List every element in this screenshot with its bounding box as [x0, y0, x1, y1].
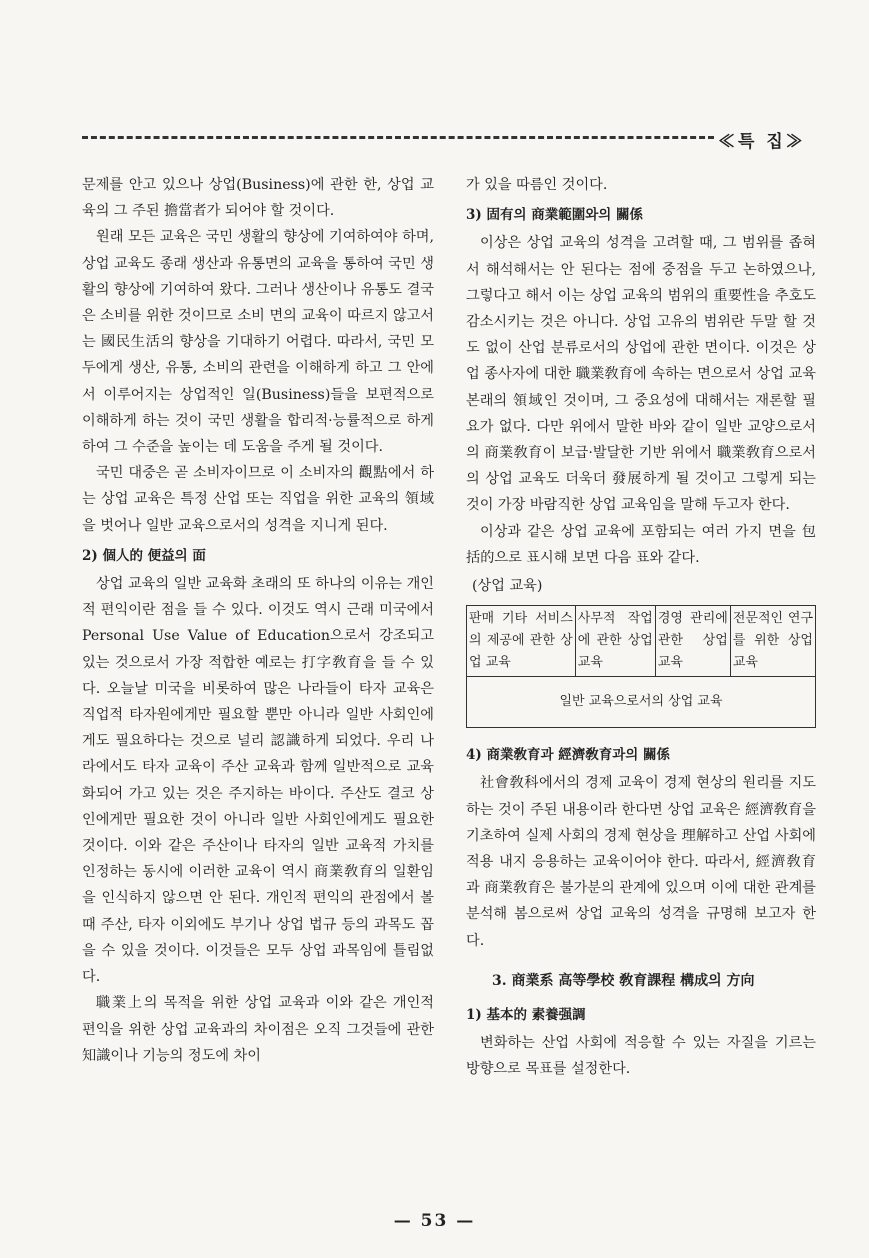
- table-cell: 판매 기타 서비스의 제공에 관한 상업 교육: [467, 606, 576, 677]
- paragraph: 社會敎科에서의 경제 교육이 경제 현상의 원리를 지도하는 것이 주된 내용이라 한다면 상업 교육은 經濟敎育을 기초하여 실제 사회의 경제 현상을 理解하고 산업 사회에 적용 내지 응용하는 교육이어야 한다. 따라서, 經濟敎育과 商業敎育은 불가분의 관계에 있으며 이에 대한 관계를 분석해 봄으로써 상업 교육의 성격을 규명해 보고자 한다.: [466, 775, 816, 949]
- paragraph: 변화하는 산업 사회에 적응할 수 있는 자질을 기르는 방향으로 목표를 설정한다.: [466, 1035, 816, 1078]
- paragraph: 원래 모든 교육은 국민 생활의 향상에 기여하여야 하며, 상업 교육도 종래 생산과 유통면의 교육을 통하여 국민 생활의 향상에 기여하여 왔다. 그러나 생산이나 유통도 결국은 소비를 위한 것이므로 소비 면의 교육이 따르지 않고서는 國民生活의 향상을 기대하기 어렵다. 따라서, 국민 모두에게 생산, 유통, 소비의 관련을 이해하게 하고 그 안에서 이루어지는 상업적인 일(Business)들을 보편적으로 이해하게 하는 것이 국민 생활을 합리적·능률적으로 하게 하여 그 수준을 높이는 데 도움을 주게 될 것이다.: [82, 229, 434, 456]
- paragraph: 가 있을 따름인 것이다.: [466, 177, 608, 193]
- subheading: 2) 個人的 便益의 面: [82, 547, 206, 564]
- paragraph: 職業上의 목적을 위한 상업 교육과 이와 같은 개인적 편익을 위한 상업 교육과의 차이점은 오직 그것들에 관한 知識이나 기능의 정도에 차이: [82, 995, 434, 1064]
- table-caption: (상업 교육): [472, 578, 543, 595]
- table-row: [467, 677, 816, 728]
- subheading: 3) 固有의 商業範圍와의 關係: [466, 207, 644, 224]
- section-tag: ≪특 집≫: [718, 132, 806, 152]
- paragraph: 상업 교육의 일반 교육화 초래의 또 하나의 이유는 개인적 편익이란 점을 들 수 있다. 이것도 역시 근래 미국에서 Personal Use Value of Education으로서 강조되고 있는 것으로서 가장 적합한 예로는 打字敎育을 들 수 있다. 오늘날 미국을 비롯하여 많은 나라들이 타자 교육은 직업적 타자원에게만 필요할 뿐만 아니라 일반 사회인에게도 필요하다는 것으로 널리 認識하게 되었다. 우리 나라에서도 타자 교육이 주산 교육과 함께 일반적으로 교육화되어 가고 있는 것은 주지하는 바이다. 주산도 결코 상인에게만 필요한 것이 아니라 일반 사회인에게도 필요한 것이다. 이와 같은 주산이나 타자의 일반 교육적 가치를 인정하는 동시에 이러한 교육이 역시 商業敎育의 일환임을 인식하지 않으면 안 된다. 개인적 편익의 관점에서 볼 때 주산, 타자 이외에도 부기나 상업 법규 등의 과목도 꼽을 수 있을 것이다. 이것들은 모두 상업 과목임에 틀림없다.: [82, 576, 434, 986]
- header-rule: [82, 136, 714, 139]
- paragraph: 문제를 안고 있으나 상업(Business)에 관한 한, 상업 교육의 그 주된 擔當者가 되어야 할 것이다.: [82, 177, 434, 220]
- table-cell: 전문적인 연구를 위한 상업 교육: [730, 606, 815, 677]
- commerce-education-table: [466, 605, 816, 728]
- subheading: 4) 商業敎育과 經濟敎育과의 關係: [466, 747, 671, 764]
- table-cell: 경영 관리에 관한 상업 교육: [655, 606, 730, 677]
- page-number: — 53 —: [393, 1211, 476, 1231]
- table-cell: 사무적 작업에 관한 상업 교육: [575, 606, 655, 677]
- subheading: 1) 基本的 素養强調: [466, 1007, 586, 1024]
- table-row: [467, 606, 816, 677]
- right-column: [466, 172, 816, 1083]
- paragraph: 이상과 같은 상업 교육에 포함되는 여러 가지 면을 包括的으로 표시해 보면 다음 표와 같다.: [466, 523, 816, 566]
- paragraph: 이상은 상업 교육의 성격을 고려할 때, 그 범위를 좁혀서 해석해서는 안 된다는 점에 중점을 두고 논하였으나, 그렇다고 해서 이는 상업 교육의 범위의 重要性을 추호도 감소시키는 것은 아니다. 상업 고유의 범위란 두말 할 것도 없이 산업 분류로서의 상업에 관한 면이다. 이것은 상업 종사자에 대한 職業敎育에 속하는 면으로서 상업 교육 본래의 領域인 것이며, 그 중요성에 대해서는 재론할 필요가 없다. 다만 위에서 말한 바와 같이 일반 교양으로서의 商業敎育이 보급·발달한 기반 위에서 職業敎育으로서의 상업 교육도 더욱더 發展하게 될 것이고 그렇게 되는 것이 가장 바람직한 상업 교육임을 말해 두고자 한다.: [466, 235, 816, 514]
- left-column: [82, 172, 434, 1069]
- paragraph: 국민 대중은 곧 소비자이므로 이 소비자의 觀點에서 하는 상업 교육은 특정 산업 또는 직업을 위한 교육의 領域을 벗어나 일반 교육으로서의 성격을 지니게 된다.: [82, 465, 434, 534]
- table-footer-cell: 일반 교육으로서의 상업 교육: [467, 677, 816, 728]
- section-heading: 3. 商業系 高等學校 敎育課程 構成의 方向: [492, 972, 755, 989]
